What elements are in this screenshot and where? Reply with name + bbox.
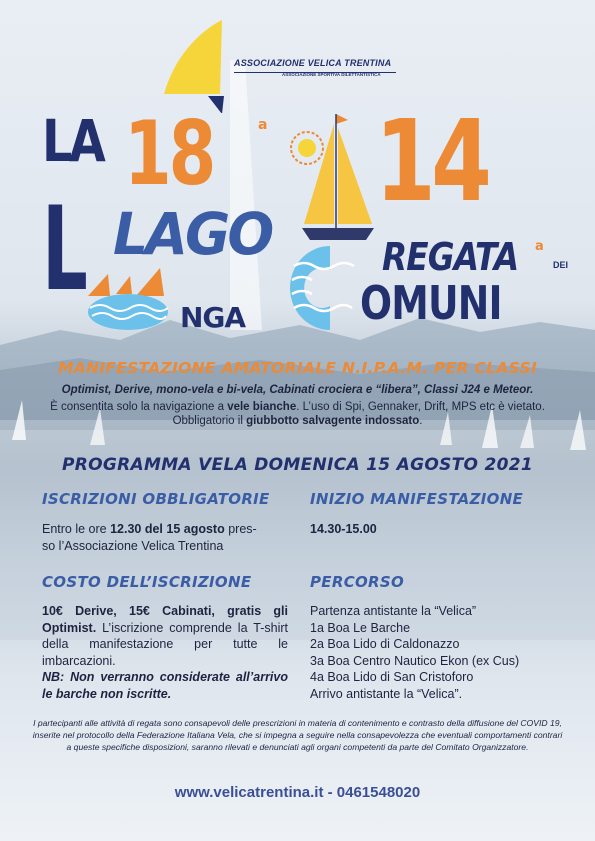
percorso-heading: PERCORSO: [310, 573, 405, 591]
iscrizioni-heading: ISCRIZIONI OBBLIGATORIE: [42, 490, 270, 508]
title-regata: REGATA: [382, 235, 519, 279]
title-lago: LAGO: [113, 200, 272, 268]
percorso-line: 4a Boa Lido di San Cristoforo: [310, 670, 474, 684]
title-l: L: [42, 182, 88, 317]
percorso-line: Arrivo antistante la “Velica”.: [310, 686, 463, 701]
programma-heading: PROGRAMMA VELA DOMENICA 15 AGOSTO 2021: [61, 455, 534, 475]
event-rules-1: È consentita solo la navigazione a vele bianche. L’uso di Spi, Gennaker, Drift, MPS etc è vietato.: [50, 401, 545, 413]
percorso-line: Partenza antistante la “Velica”: [310, 604, 477, 618]
title-la: LA: [42, 107, 103, 175]
waves-c-icon: [290, 244, 370, 332]
sailboat-icon: [296, 110, 380, 250]
title-nga: NGA: [180, 301, 246, 334]
percorso-list: [310, 603, 570, 702]
percorso-line: 1a Boa Le Barche: [310, 620, 411, 635]
percorso-line: 3a Boa Centro Nautico Ekon (ex Cus): [310, 653, 520, 668]
footer-contact[interactable]: www.velicatrentina.it - 0461548020: [174, 784, 421, 801]
velica-logo-icon: [150, 18, 240, 113]
covid-disclaimer: I partecipanti alle attività di regata sono consapevoli delle prescrizioni in materia di contenimento e contrasto della diffusione del COVID 19, inserite nel protocollo della Federazione Italiana Vela, che si impegna a seguire nella consapevolezza che eventuali comportamenti contrari a queste specifiche disposizioni, saranno rilevati e denunciati agli organi competenti da parte del Comitato Organizzatore.: [32, 718, 563, 752]
title-comuni: OMUNI: [360, 276, 502, 330]
waves-sails-icon: [80, 266, 178, 334]
org-name: ASSOCIAZIONE VELICA TRENTINA: [234, 58, 392, 68]
title-number-left: 18: [124, 102, 214, 205]
inizio-heading: INIZIO MANIFESTAZIONE: [310, 490, 524, 508]
inizio-time: 14.30-15.00: [310, 522, 377, 536]
title-dei: DEI: [553, 260, 569, 270]
percorso-line: 2a Boa Lido di Caldonazzo: [310, 637, 460, 651]
title-number-right: 14: [375, 97, 488, 227]
iscrizioni-text: Entro le ore 12.30 del 15 agosto pres- so l’Associazione Velica Trentina: [42, 522, 257, 553]
costo-text: 10€ Derive, 15€ Cabinati, gratis gli Optimist. L’iscrizione comprende la T-shirt della manifestazione per tutte le imbarcazioni. NB: Non verranno considerate all’arrivo le barche non iscritte.: [42, 604, 288, 701]
event-classes: Optimist, Derive, mono-vela e bi-vela, Cabinati crociera e “libera”, Classi J24 e Meteor.: [61, 384, 534, 396]
title-sup-right: a: [535, 239, 544, 254]
title-sup-left: a: [258, 117, 268, 133]
costo-heading: COSTO DELL’ISCRIZIONE: [42, 573, 252, 591]
event-heading: MANIFESTAZIONE AMATORIALE N.I.P.A.M. PER CLASSI: [57, 359, 538, 377]
org-subtitle: ASSOCIAZIONE SPORTIVA DILETTANTISTICA: [282, 72, 381, 77]
event-rules-2: Obbligatorio il giubbotto salvagente indossato.: [172, 415, 423, 427]
